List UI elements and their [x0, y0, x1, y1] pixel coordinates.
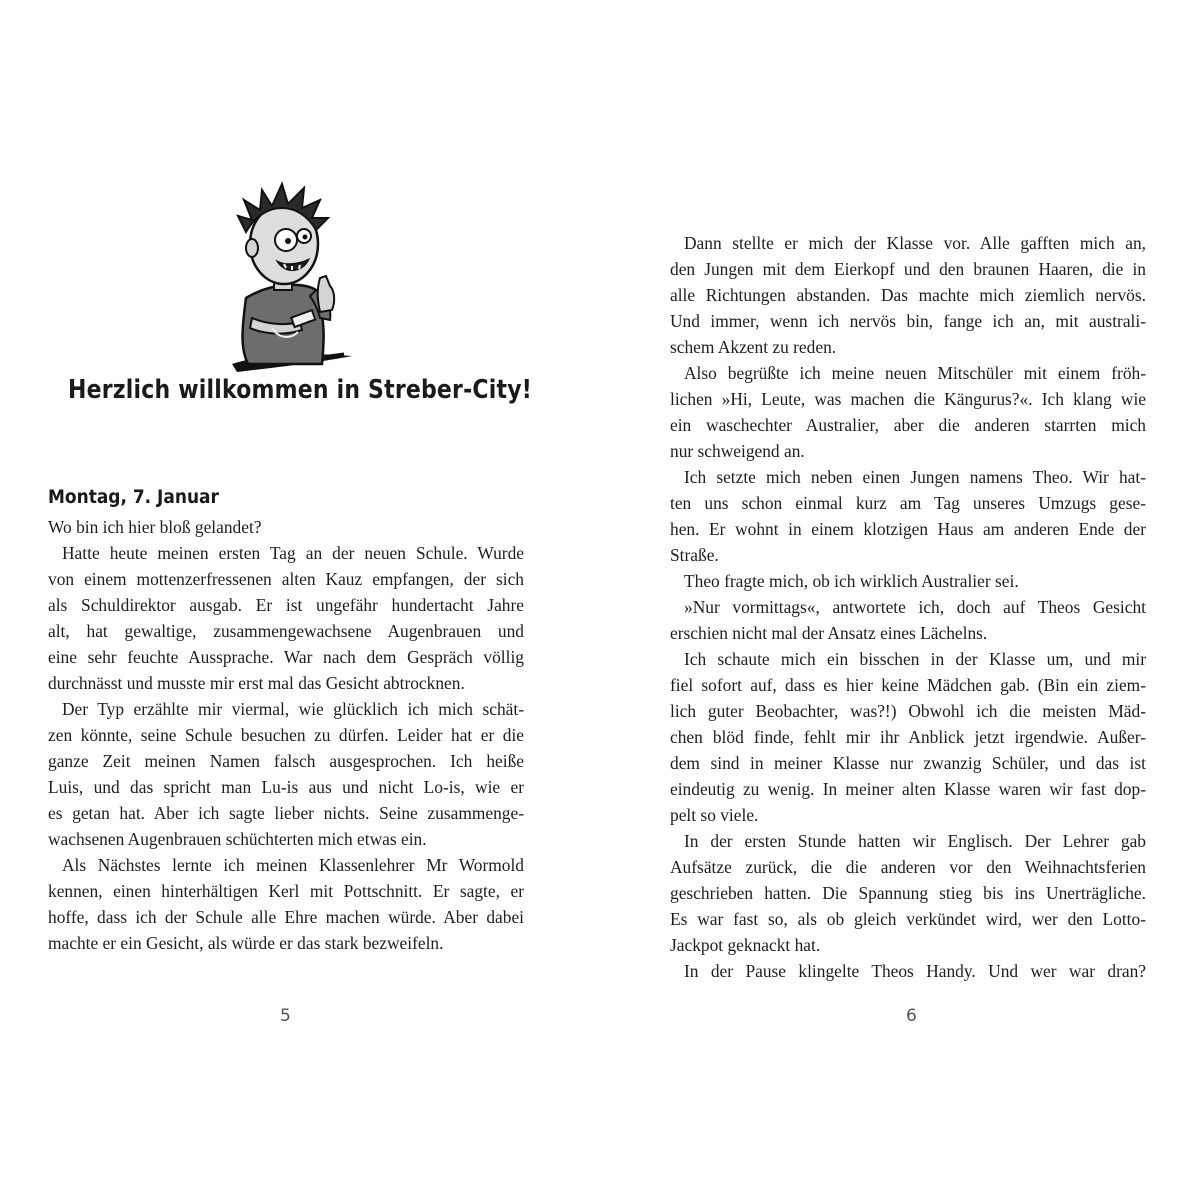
text-line: pelt so viele. [670, 805, 759, 825]
text-line: lichen »Hi, Leute, was machen die Kängurus?«. Ich klang wie [670, 389, 1146, 409]
text-line: In der Pause klingelte Theos Handy. Und wer war dran? [684, 961, 1146, 981]
text-line: Aufsätze zurück, die die anderen vor den Weihnachtsferien [670, 857, 1146, 877]
text-line: zen könnte, seine Schule besuchen zu dürfen. Leider hat er die [48, 725, 524, 745]
text-line: Jackpot geknackt hat. [670, 935, 821, 955]
text-line: lich guter Beobachter, was?!) Obwohl ich die meisten Mäd- [670, 701, 1146, 721]
text-line: schem Akzent zu reden. [670, 337, 837, 357]
page-number: 5 [280, 1006, 291, 1026]
text-line: alle Richtungen abstanden. Das machte mich ziemlich nervös. [670, 285, 1146, 305]
text-line: Also begrüßte ich meine neuen Mitschüler mit einem fröh- [684, 363, 1146, 383]
text-line: Luis, und das spricht man Lu-is aus und nicht Lo-is, wie er [48, 777, 524, 797]
text-line: Straße. [670, 545, 719, 565]
text-line: kennen, einen hinterhältigen Kerl mit Pottschnitt. Er sagte, er [48, 881, 524, 901]
text-line: den Jungen mit dem Eierkopf und den braunen Haaren, die in [670, 259, 1146, 279]
right-page [600, 0, 1200, 1200]
text-line: chen blöd finde, fehlt mir ihr Anblick jetzt irgendwie. Außer- [670, 727, 1146, 747]
text-line: als Schuldirektor ausgab. Er ist ungefähr hundertacht Jahre [48, 595, 524, 615]
text-line: Wo bin ich hier bloß gelandet? [48, 517, 262, 537]
text-line: Theo fragte mich, ob ich wirklich Australier sei. [684, 571, 1019, 591]
text-line: Ich setzte mich neben einen Jungen namens Theo. Wir hat- [684, 467, 1146, 487]
text-line: ganze Zeit meinen Namen falsch ausgesprochen. Ich heiße [48, 751, 524, 771]
text-line: In der ersten Stunde hatten wir Englisch. Der Lehrer gab [684, 831, 1146, 851]
text-line: es getan hat. Aber ich sagte lieber nichts. Seine zusammenge- [48, 803, 524, 823]
text-line: hen. Er wohnt in einem klotzigen Haus am anderen Ende der [670, 519, 1146, 539]
text-line: fiel sofort auf, dass es hier keine Mädchen gab. (Bin ein ziem- [670, 675, 1146, 695]
text-line: Dann stellte er mich der Klasse vor. Alle gafften mich an, [684, 233, 1146, 253]
text-line: Hatte heute meinen ersten Tag an der neuen Schule. Wurde [62, 543, 524, 563]
text-line: Ich schaute mich ein bisschen in der Klasse um, und mir [684, 649, 1146, 669]
date-heading: Montag, 7. Januar [48, 486, 219, 509]
text-line: »Nur vormittags«, antwortete ich, doch auf Theos Gesicht [684, 597, 1146, 617]
left-body-text [48, 514, 524, 956]
text-line: ten uns schon einmal kurz am Tag unseres Umzugs gese- [670, 493, 1146, 513]
text-line: hoffe, dass ich der Schule alle Ehre machen würde. Aber dabei [48, 907, 524, 927]
text-line: wachsenen Augenbrauen schüchterten mich etwas ein. [48, 829, 427, 849]
chapter-title: Herzlich willkommen in Streber-City! [67, 375, 533, 406]
text-line: eine sehr feuchte Aussprache. War nach dem Gespräch völlig [48, 647, 524, 667]
text-line: geschrieben hatten. Die Spannung stieg bis ins Unerträgliche. [670, 883, 1146, 903]
boy-illustration [212, 178, 362, 376]
text-line: von einem mottenzerfressenen alten Kauz empfangen, der sich [48, 569, 524, 589]
text-line: eindeutig zu wenig. In meiner alten Klasse waren wir fast dop- [670, 779, 1146, 799]
text-line: Der Typ erzählte mir viermal, wie glücklich ich mich schät- [62, 699, 524, 719]
text-line: Und immer, wenn ich nervös bin, fange ich an, mit australi- [670, 311, 1146, 331]
text-line: erschien nicht mal der Ansatz eines Lächelns. [670, 623, 988, 643]
text-line: Es war fast so, als ob gleich verkündet wird, wer den Lotto- [670, 909, 1146, 929]
text-line: durchnässt und musste mir erst mal das Gesicht abtrocknen. [48, 673, 465, 693]
page-number: 6 [906, 1006, 917, 1026]
right-body-text [670, 230, 1146, 984]
text-line: ein waschechter Australier, aber die anderen starrten mich [670, 415, 1146, 435]
text-line: Als Nächstes lernte ich meinen Klassenlehrer Mr Wormold [62, 855, 524, 875]
text-line: dem sind in meiner Klasse nur zwanzig Schüler, und das ist [670, 753, 1146, 773]
text-line: nur schweigend an. [670, 441, 805, 461]
text-line: alt, hat gewaltige, zusammengewachsene Augenbrauen und [48, 621, 524, 641]
text-line: machte er ein Gesicht, als würde er das stark bezweifeln. [48, 933, 444, 953]
